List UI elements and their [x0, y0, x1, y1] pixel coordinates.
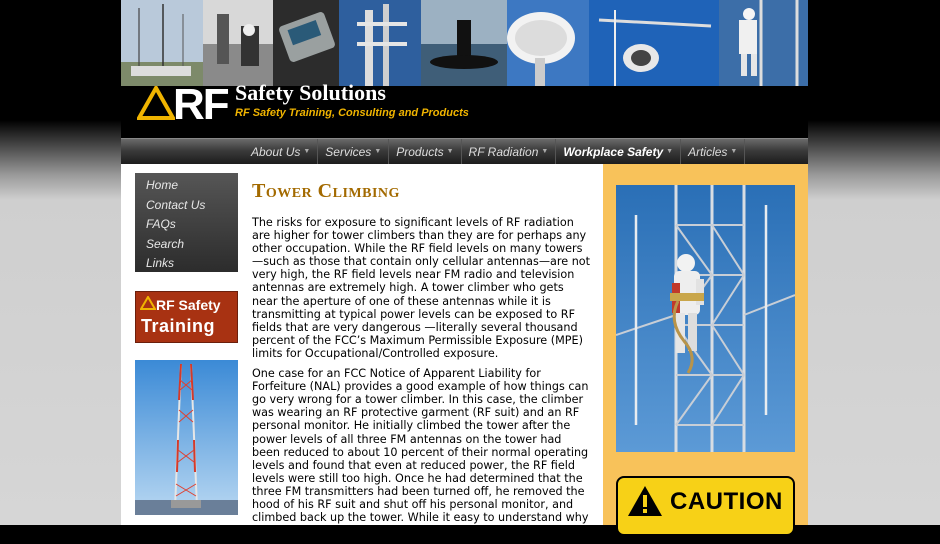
nav-rf-radiation[interactable] [462, 139, 557, 165]
warning-triangle-icon [626, 484, 664, 518]
red-white-tower-photo [135, 360, 238, 515]
article-body [252, 216, 590, 544]
nav-label: About Us [251, 145, 301, 159]
nav-services[interactable] [318, 139, 389, 165]
main-navigation [121, 138, 808, 165]
caution-label: CAUTION [670, 488, 783, 515]
banner-photo-collage [121, 0, 808, 86]
nav-label: Services [325, 145, 372, 159]
training-line2: Training [141, 316, 216, 336]
caret-down-icon: ▼ [374, 148, 382, 155]
caret-down-icon: ▼ [666, 148, 674, 155]
sidebar-item-links[interactable]: Links [146, 256, 175, 270]
logo-tagline: RF Safety Training, Consulting and Products [235, 107, 469, 119]
nav-label: Articles [688, 145, 728, 159]
page-title: Tower Climbing [252, 180, 400, 202]
tower-climber-photo [616, 185, 795, 452]
rf-safety-training-banner[interactable] [135, 291, 238, 343]
warning-triangle-icon [137, 86, 175, 120]
sidebar-menu [135, 173, 238, 272]
sidebar-item-search[interactable]: Search [146, 236, 185, 251]
sidebar-item-home[interactable]: Home [146, 178, 179, 192]
caret-down-icon: ▼ [446, 148, 454, 155]
right-column [603, 164, 808, 525]
header-banner [121, 0, 808, 86]
caret-down-icon: ▼ [730, 148, 738, 155]
nav-label: RF Radiation [468, 145, 539, 159]
nav-about-us[interactable] [244, 139, 318, 165]
article-paragraph: The risks for exposure to significant levels of RF radiation are higher for tower climbers than they are for perhaps any other occupation. While the RF field levels on many towers—such as those that contain only cellular antennas—are not very high, the RF field levels near FM radio and television antennas are extremely high. A tower climber who gets near the aperture of one of these antennas while it is transmitting at typical power levels can be exposed to RF fields that are very dangerous —literally several thousand percent of the FCC’s Maximum Permissible Exposure (MPE) limits for Occupational/Controlled exposure. [252, 216, 591, 360]
nav-articles[interactable] [681, 139, 745, 165]
caret-down-icon: ▼ [541, 148, 549, 155]
nav-label: Products [396, 145, 444, 159]
nav-workplace-safety[interactable] [556, 139, 681, 165]
sidebar-item-faqs[interactable]: FAQs [146, 217, 176, 231]
content-area [121, 164, 603, 538]
caret-down-icon: ▼ [303, 148, 311, 155]
sidebar-item-contact-us[interactable]: Contact Us [146, 197, 206, 212]
caution-sign [616, 476, 795, 536]
logo-company-name: Safety Solutions [235, 80, 386, 105]
nav-products[interactable] [389, 139, 461, 165]
site-logo[interactable] [121, 80, 808, 138]
logo-letters: RF [173, 80, 228, 129]
nav-label: Workplace Safety [563, 145, 664, 159]
article-paragraph: One case for an FCC Notice of Apparent Liability for Forfeiture (NAL) provides a good example of how things can go very wrong for a tower climber. In this case, the climber was wearing an RF protective garment (RF suit) and an RF personal monitor. He initially climbed the tower after the power levels of all three FM antennas on the tower had been reduced to about 10 percent of their normal operating levels and found that even at reduced power, the RF field levels were still too high. Once he had determined that the three FM transmitters had been turned off, he removed the hood of his RF suit and shut off his personal monitor, and climbed back up the tower. While it easy to understand why the worker would want to remove the hood for [252, 367, 589, 538]
warning-triangle-icon [140, 296, 156, 310]
training-line1: RF Safety [156, 297, 221, 313]
